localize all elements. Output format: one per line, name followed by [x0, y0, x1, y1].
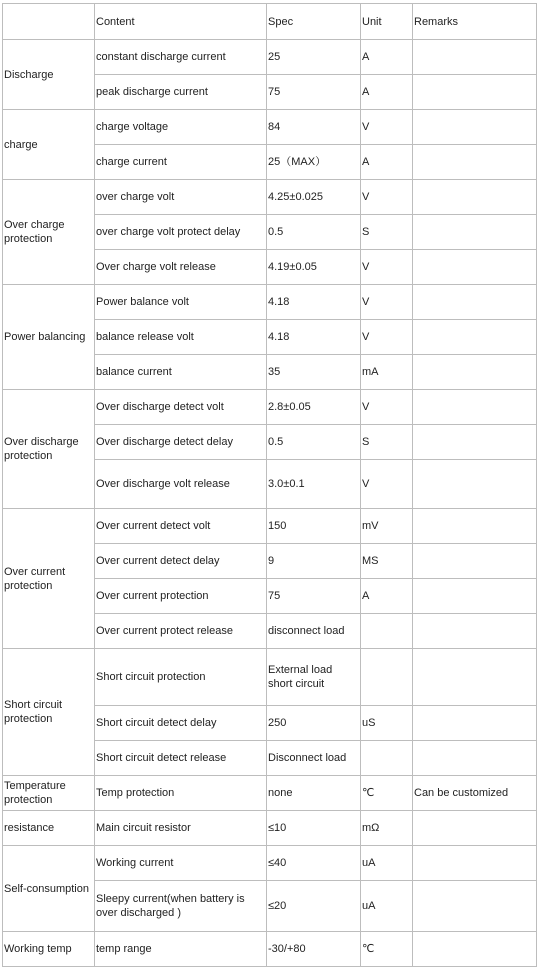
unit-cell: ℃ — [361, 776, 413, 811]
content-cell: balance current — [95, 355, 267, 390]
remarks-cell — [413, 75, 537, 110]
remarks-cell — [413, 320, 537, 355]
unit-cell: V — [361, 390, 413, 425]
content-cell: Short circuit detect delay — [95, 706, 267, 741]
unit-cell: V — [361, 460, 413, 509]
table-row — [3, 932, 537, 967]
spec-cell: 3.0±0.1 — [267, 460, 361, 509]
group-name-cell: Over current protection — [3, 509, 95, 649]
unit-cell: uA — [361, 846, 413, 881]
spec-cell: 0.5 — [267, 425, 361, 460]
content-cell: balance release volt — [95, 320, 267, 355]
table-row — [3, 846, 537, 881]
spec-cell: 9 — [267, 544, 361, 579]
content-cell: Main circuit resistor — [95, 811, 267, 846]
content-cell: Over current detect volt — [95, 509, 267, 544]
remarks-cell — [413, 40, 537, 75]
spec-cell: 4.18 — [267, 320, 361, 355]
spec-cell: disconnect load — [267, 614, 361, 649]
unit-cell: A — [361, 75, 413, 110]
spec-cell: 75 — [267, 75, 361, 110]
spec-cell: 4.18 — [267, 285, 361, 320]
group-name-cell: Temperature protection — [3, 776, 95, 811]
unit-cell: uA — [361, 881, 413, 932]
spec-cell: 250 — [267, 706, 361, 741]
remarks-cell — [413, 110, 537, 145]
header-remarks: Remarks — [413, 4, 537, 40]
unit-cell: V — [361, 110, 413, 145]
table-row — [3, 649, 537, 706]
header-group-cell — [3, 4, 95, 40]
content-cell: Short circuit protection — [95, 649, 267, 706]
remarks-cell — [413, 145, 537, 180]
spec-cell: Disconnect load — [267, 741, 361, 776]
content-cell: Over current protection — [95, 579, 267, 614]
remarks-cell — [413, 180, 537, 215]
remarks-cell — [413, 741, 537, 776]
unit-cell: V — [361, 285, 413, 320]
spec-cell: 25（MAX） — [267, 145, 361, 180]
spec-cell: 4.25±0.025 — [267, 180, 361, 215]
unit-cell: V — [361, 250, 413, 285]
group-name-cell: Power balancing — [3, 285, 95, 390]
group-name-cell: Over discharge protection — [3, 390, 95, 509]
content-cell: Over discharge volt release — [95, 460, 267, 509]
remarks-cell — [413, 932, 537, 967]
header-spec: Spec — [267, 4, 361, 40]
content-cell: Power balance volt — [95, 285, 267, 320]
spec-cell: ≤40 — [267, 846, 361, 881]
unit-cell: ℃ — [361, 932, 413, 967]
content-cell: Over current protect release — [95, 614, 267, 649]
content-cell: Short circuit detect release — [95, 741, 267, 776]
remarks-cell — [413, 250, 537, 285]
content-cell: temp range — [95, 932, 267, 967]
spec-cell: 4.19±0.05 — [267, 250, 361, 285]
spec-cell: ≤20 — [267, 881, 361, 932]
unit-cell: A — [361, 145, 413, 180]
content-cell: Over discharge detect delay — [95, 425, 267, 460]
remarks-cell — [413, 811, 537, 846]
remarks-cell — [413, 881, 537, 932]
remarks-cell — [413, 579, 537, 614]
spec-cell: 0.5 — [267, 215, 361, 250]
remarks-cell — [413, 544, 537, 579]
spec-cell: ≤10 — [267, 811, 361, 846]
table-row — [3, 180, 537, 215]
content-cell: over charge volt — [95, 180, 267, 215]
header-row — [3, 4, 537, 40]
remarks-cell — [413, 215, 537, 250]
unit-cell: A — [361, 579, 413, 614]
content-cell: Working current — [95, 846, 267, 881]
unit-cell: V — [361, 180, 413, 215]
content-cell: Temp protection — [95, 776, 267, 811]
remarks-cell — [413, 460, 537, 509]
group-name-cell: Self-consumption — [3, 846, 95, 932]
unit-cell — [361, 614, 413, 649]
unit-cell — [361, 649, 413, 706]
unit-cell: S — [361, 425, 413, 460]
remarks-cell — [413, 706, 537, 741]
spec-cell: 35 — [267, 355, 361, 390]
group-name-cell: Working temp — [3, 932, 95, 967]
remarks-cell: Can be customized — [413, 776, 537, 811]
group-name-cell: Over charge protection — [3, 180, 95, 285]
content-cell: Over charge volt release — [95, 250, 267, 285]
table-row — [3, 40, 537, 75]
table-row — [3, 776, 537, 811]
remarks-cell — [413, 846, 537, 881]
unit-cell: V — [361, 320, 413, 355]
content-cell: over charge volt protect delay — [95, 215, 267, 250]
spec-cell: 2.8±0.05 — [267, 390, 361, 425]
content-cell: Sleepy current(when battery is over discharged ) — [95, 881, 267, 932]
content-cell: constant discharge current — [95, 40, 267, 75]
remarks-cell — [413, 509, 537, 544]
content-cell: Over discharge detect volt — [95, 390, 267, 425]
table-row — [3, 110, 537, 145]
unit-cell: A — [361, 40, 413, 75]
spec-cell: 150 — [267, 509, 361, 544]
spec-cell: External load short circuit — [267, 649, 361, 706]
unit-cell: S — [361, 215, 413, 250]
remarks-cell — [413, 649, 537, 706]
table-row — [3, 811, 537, 846]
remarks-cell — [413, 355, 537, 390]
group-name-cell: charge — [3, 110, 95, 180]
unit-cell: mV — [361, 509, 413, 544]
remarks-cell — [413, 614, 537, 649]
remarks-cell — [413, 285, 537, 320]
spec-cell: 84 — [267, 110, 361, 145]
table-row — [3, 285, 537, 320]
content-cell: peak discharge current — [95, 75, 267, 110]
table-row — [3, 509, 537, 544]
unit-cell: mA — [361, 355, 413, 390]
remarks-cell — [413, 390, 537, 425]
spec-cell: -30/+80 — [267, 932, 361, 967]
spec-cell: 25 — [267, 40, 361, 75]
spec-cell: none — [267, 776, 361, 811]
header-content: Content — [95, 4, 267, 40]
unit-cell: uS — [361, 706, 413, 741]
unit-cell — [361, 741, 413, 776]
group-name-cell: Discharge — [3, 40, 95, 110]
content-cell: charge current — [95, 145, 267, 180]
table-row — [3, 390, 537, 425]
group-name-cell: Short circuit protection — [3, 649, 95, 776]
content-cell: Over current detect delay — [95, 544, 267, 579]
group-name-cell: resistance — [3, 811, 95, 846]
spec-table — [2, 3, 537, 967]
unit-cell: MS — [361, 544, 413, 579]
header-unit: Unit — [361, 4, 413, 40]
content-cell: charge voltage — [95, 110, 267, 145]
remarks-cell — [413, 425, 537, 460]
unit-cell: mΩ — [361, 811, 413, 846]
spec-cell: 75 — [267, 579, 361, 614]
